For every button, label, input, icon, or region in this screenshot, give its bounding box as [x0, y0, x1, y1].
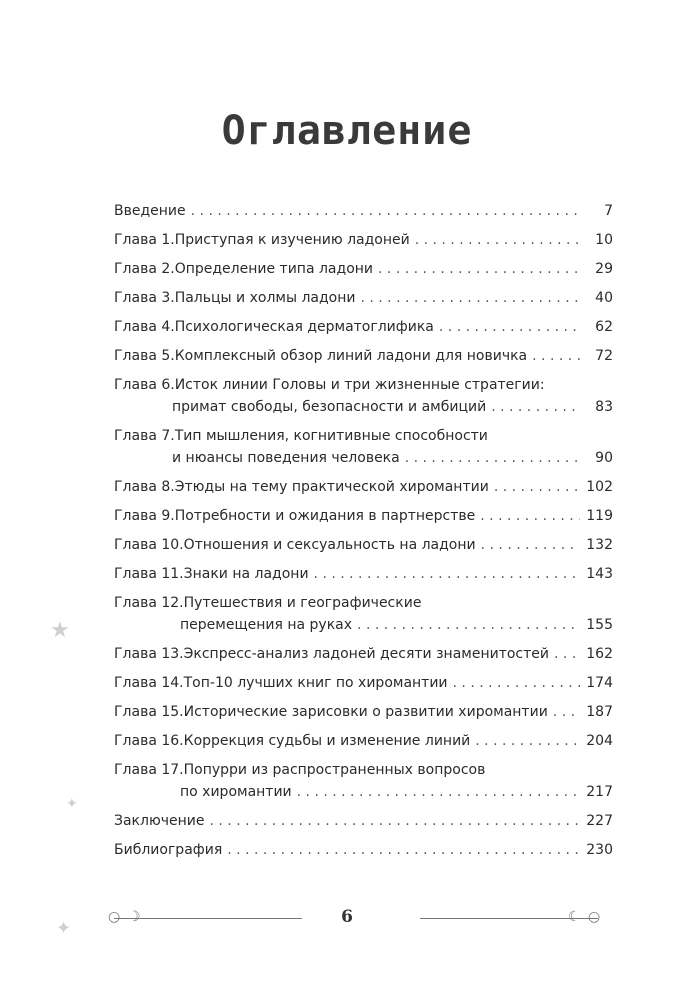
dot-leader [481, 534, 581, 556]
toc-entry[interactable] [114, 425, 613, 469]
page-ref: 132 [586, 537, 613, 553]
toc-entry-line [114, 316, 613, 338]
chapter-title: и нюансы поведения человека [172, 450, 400, 466]
dot-leader [439, 316, 581, 338]
toc-entry-line [114, 476, 613, 498]
toc-entry-line [114, 730, 613, 752]
chapter-title: Потребности и ожидания в партнерстве [174, 508, 476, 524]
toc-entry[interactable] [114, 534, 613, 556]
page-ref: 10 [595, 232, 613, 248]
chapter-title: по хиромантии [180, 784, 292, 800]
dot-ornament-icon: ○ [588, 909, 601, 925]
chapter-number: Глава 10. [114, 537, 184, 553]
toc-entry[interactable] [114, 229, 613, 251]
dot-ornament-icon: ○ [108, 909, 121, 925]
dot-leader [554, 643, 580, 665]
dot-leader [532, 345, 581, 367]
toc-entry-line [114, 672, 613, 694]
toc-entry-line [114, 374, 613, 396]
chapter-number: Глава 13. [114, 646, 184, 662]
page-footer [0, 907, 694, 931]
page-ref: 204 [586, 733, 613, 749]
toc-entry[interactable] [114, 759, 613, 803]
toc-entry[interactable] [114, 839, 613, 861]
chapter-title: Пальцы и холмы ладони [174, 290, 356, 306]
page-number: 6 [341, 907, 353, 927]
toc-entry-line [114, 287, 613, 309]
page-ref: 90 [595, 450, 613, 466]
page-title: Оглавление [221, 108, 473, 154]
page-ref: 119 [586, 508, 613, 524]
chapter-number: Глава 15. [114, 704, 184, 720]
toc-entry[interactable] [114, 316, 613, 338]
chapter-title: Отношения и сексуальность на ладони [183, 537, 476, 553]
chapter-title: Этюды на тему практической хиромантии [174, 479, 489, 495]
chapter-title: Комплексный обзор линий ладони для новичка [174, 348, 528, 364]
toc-entry-line [114, 345, 613, 367]
chapter-title: Введение [114, 203, 186, 219]
toc-entry[interactable] [114, 810, 613, 832]
toc-entry[interactable] [114, 701, 613, 723]
toc-entry[interactable] [114, 505, 613, 527]
dot-leader [378, 258, 581, 280]
toc-entry-line [114, 505, 613, 527]
page-ref: 217 [586, 784, 613, 800]
page-ref: 174 [586, 675, 613, 691]
chapter-number: Глава 6. [114, 377, 175, 393]
toc-entry-line [114, 701, 613, 723]
toc-entry[interactable] [114, 374, 613, 418]
chapter-title: Заключение [114, 813, 205, 829]
toc-entry[interactable] [114, 563, 613, 585]
chapter-title: Библиография [114, 842, 223, 858]
dot-leader [405, 447, 581, 469]
chapter-title: Экспресс-анализ ладоней десяти знаменитостей [183, 646, 549, 662]
page-ref: 227 [586, 813, 613, 829]
page-ref: 40 [595, 290, 613, 306]
chapter-title: Определение типа ладони [174, 261, 374, 277]
toc-entry-line [114, 425, 613, 447]
toc-entry[interactable] [114, 643, 613, 665]
toc-entry-line [114, 643, 613, 665]
chapter-title: примат свободы, безопасности и амбиций [172, 399, 487, 415]
dot-leader [210, 810, 581, 832]
toc-entry-line [114, 839, 613, 861]
chapter-number: Глава 11. [114, 566, 184, 582]
table-of-contents [114, 200, 613, 868]
dot-leader [297, 781, 581, 803]
toc-entry-line [114, 229, 613, 251]
toc-entry-line [114, 810, 613, 832]
chapter-number: Глава 17. [114, 762, 184, 778]
sparkle-icon: ✦ [56, 918, 72, 939]
chapter-title: Знаки на ладони [183, 566, 309, 582]
chapter-number: Глава 5. [114, 348, 175, 364]
toc-entry[interactable] [114, 730, 613, 752]
chapter-number: Глава 7. [114, 428, 175, 444]
page-ref: 143 [586, 566, 613, 582]
toc-entry-line [114, 759, 613, 781]
chapter-number: Глава 9. [114, 508, 175, 524]
chapter-title: Исток линии Головы и три жизненные стратегии: [174, 377, 545, 393]
dot-leader [227, 839, 580, 861]
dot-leader [475, 730, 580, 752]
dot-leader [453, 672, 581, 694]
crescent-moon-icon: ☾ [568, 909, 581, 925]
toc-entry-line [114, 447, 613, 469]
toc-entry-line [114, 534, 613, 556]
dot-leader [553, 701, 580, 723]
toc-entry-line [114, 258, 613, 280]
chapter-number: Глава 2. [114, 261, 175, 277]
chapter-title: перемещения на руках [180, 617, 353, 633]
toc-entry-line [114, 592, 613, 614]
page-ref: 155 [586, 617, 613, 633]
toc-entry[interactable] [114, 476, 613, 498]
toc-entry[interactable] [114, 287, 613, 309]
page-ref: 162 [586, 646, 613, 662]
chapter-number: Глава 16. [114, 733, 184, 749]
crescent-moon-icon: ☽ [128, 909, 141, 925]
chapter-title: Топ-10 лучших книг по хиромантии [183, 675, 448, 691]
dot-leader [314, 563, 581, 585]
star-icon: ★ [50, 618, 70, 643]
dot-leader [191, 200, 581, 222]
chapter-title: Психологическая дерматоглифика [174, 319, 434, 335]
chapter-number: Глава 14. [114, 675, 184, 691]
chapter-title: Попурри из распространенных вопросов [183, 762, 486, 778]
toc-entry[interactable] [114, 345, 613, 367]
page-ref: 83 [595, 399, 613, 415]
dot-leader [494, 476, 580, 498]
chapter-title: Тип мышления, когнитивные способности [174, 428, 488, 444]
page-ref: 62 [595, 319, 613, 335]
toc-entry[interactable] [114, 258, 613, 280]
chapter-number: Глава 12. [114, 595, 184, 611]
page-ref: 72 [595, 348, 613, 364]
chapter-title: Коррекция судьбы и изменение линий [183, 733, 471, 749]
chapter-title: Исторические зарисовки о развитии хиромантии [183, 704, 548, 720]
dot-leader [480, 505, 580, 527]
page-ref: 187 [586, 704, 613, 720]
dot-leader [491, 396, 581, 418]
chapter-number: Глава 1. [114, 232, 175, 248]
toc-entry-line [114, 563, 613, 585]
toc-entry[interactable] [114, 672, 613, 694]
chapter-number: Глава 3. [114, 290, 175, 306]
chapter-number: Глава 4. [114, 319, 175, 335]
toc-entry[interactable] [114, 592, 613, 636]
page-ref: 7 [604, 203, 613, 219]
chapter-number: Глава 8. [114, 479, 175, 495]
toc-entry[interactable] [114, 200, 613, 222]
dot-leader [357, 614, 580, 636]
dot-leader [415, 229, 581, 251]
toc-entry-line [114, 781, 613, 803]
toc-entry-line [114, 396, 613, 418]
dot-leader [360, 287, 581, 309]
chapter-title: Путешествия и географические [183, 595, 422, 611]
page-ref: 102 [586, 479, 613, 495]
page-ref: 29 [595, 261, 613, 277]
chapter-title: Приступая к изучению ладоней [174, 232, 410, 248]
page-ref: 230 [586, 842, 613, 858]
toc-entry-line [114, 200, 613, 222]
toc-entry-line [114, 614, 613, 636]
sparkle-icon: ✦ [66, 796, 78, 812]
